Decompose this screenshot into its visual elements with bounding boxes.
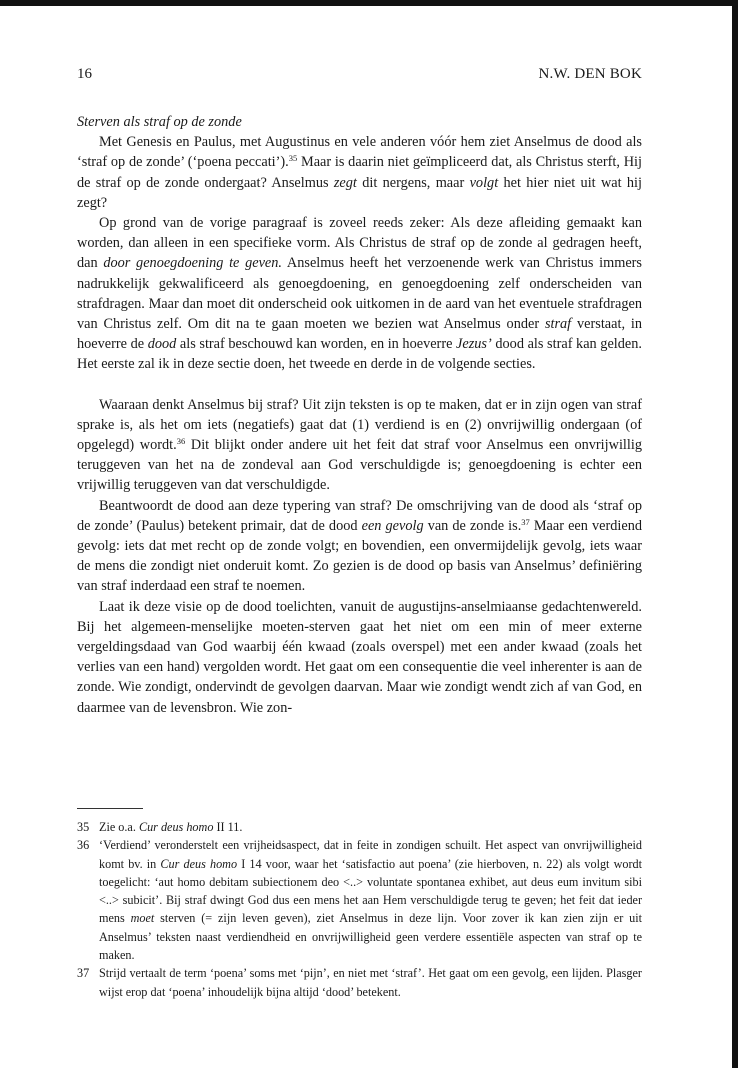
text-run: dood als straf kan gelden. Het eerste zal ik in deze sectie doen, het tweede en derde in de volgende secties. [77,336,642,373]
text-run: als straf beschouwd kan worden, en in hoeverre [176,336,457,353]
text-run: verstaat, in hoeverre de [77,316,642,353]
emphasis: Cur deus homo [160,856,238,871]
text-run: Op grond van de vorige paragraaf is zoveel reeds zeker: Als deze afleiding gemaakt kan worden, dan alleen in een specifieke vorm. Als Christus de straf op de zonde al gedragen heeft, dan [77,215,642,272]
footnote-37 [77,964,642,1001]
text-run: dit nergens, maar [356,174,470,191]
text-run: I 14 voor, waar het ‘satisfactio aut poena’ (zie hierboven, n. 22) als volgt wordt toegelicht: ‘aut homo debitam subiectionem deo <..> voluntate spontanea exhibet, aut deus eum invitum sibi <..> subicit’. Bij straf dwingt God dus een mens het aan Hem verschuldigde terug te geven; het feit dat ieder mens [99,856,643,926]
emphasis: door genoegdoening te geven. [103,255,283,272]
emphasis: dood [147,336,177,353]
footnote-36 [77,836,642,964]
text-run: Maar is daarin niet geïmpliceerd dat, als Christus sterft, Hij de straf op de zonde ondergaat? Anselmus [77,154,642,191]
emphasis: Cur deus homo [138,820,214,834]
text-run: Maar een verdiend gevolg: iets dat met recht op de zonde volgt; en bovendien, een onvermijdelijk gevolg, iets waar de mens die zondigt niet onderuit komt. Zo gezien is de dood op basis van Anselmus’ definiëring van straf inderdaad een straf te noemen. [77,517,643,595]
page-border-right [732,0,738,1068]
text-run: Beantwoordt de dood aan deze typering van straf? De omschrijving van de dood als ‘straf op de zonde’ (Paulus) betekent primair, dat de dood [77,497,642,534]
page-border-top [0,0,738,6]
footnote-number: 35 [77,820,90,834]
running-header [77,66,642,88]
footnotes [77,818,642,1001]
paragraph-4 [77,496,642,597]
text-run: Met Genesis en Paulus, met Augustinus en vele anderen vóór hem ziet Anselmus de dood als ‘straf op de zonde’ (‘poena peccati’). [77,134,642,171]
footnote-separator [77,808,143,809]
paragraph-3 [77,395,642,496]
page-number: 16 [77,66,92,82]
footnote-number: 37 [77,966,90,981]
text-run: Zie o.a. [99,820,139,834]
emphasis: straf [544,316,572,333]
text-run: Laat ik deze visie op de dood toelichten, vanuit de augustijns-anselmiaanse gedachtenwereld. Bij het algemeen-menselijke moeten-sterven gaat het niet om een min of meer externe vergeldingsdaad van God waarbij één kwaad (zoals overspel) met een ander kwaad (zoals het verlies van een hand) vergolden wordt. Het gaat om een consequentie die veel inherenter is aan de zonde. Wie zondigt, ondervindt de gevolgen daarvan. Maar wie zondigt wendt zich af van God, en daarmee van de levensbron. Wie zon- [77,598,642,716]
text-run: ‘Verdiend’ veronderstelt een vrijheidsaspect, dat in feite in zondigen schuilt. Het aspect van onvrijwilligheid komt bv. in [99,838,642,871]
text-run: Strijd vertaalt de term ‘poena’ soms met ‘pijn’, en niet met ‘straf’. Het gaat om een gevolg, een lijden. Plasger wijst erop dat ‘poena’ inhoudelijk bijna altijd ‘dood’ betekent. [99,966,642,999]
text-run: het hier niet uit wat hij zegt? [77,174,642,211]
footnote-ref-35[interactable]: 35 [288,153,298,164]
section-title: Sterven als straf op de zonde [77,114,242,130]
main-text [77,112,642,718]
emphasis: Jezus’ [456,336,492,353]
footnote-ref-37[interactable]: 37 [521,516,530,527]
emphasis: een gevolg [361,517,424,534]
text-run: van de zonde is. [423,517,522,534]
text-run: II 11. [213,820,243,834]
emphasis: volgt [469,174,499,191]
text-run: Waaraan denkt Anselmus bij straf? Uit zijn teksten is op te maken, dat er in zijn ogen van straf sprake is, als het om iets (negatiefs) gaat dat (1) verdiend is en (2) onvrijwillig ondergaan (of opgelegd) wordt. [77,396,642,454]
text-run: sterven (= zijn leven geven), ziet Anselmus in deze lijn. Voor zover ik kan zien zijn er uit Anselmus’ teksten naast verdiendheid en onvrijwilligheid geen verdere essentiële aspecten van straf op te maken. [99,911,642,963]
footnote-ref-36[interactable]: 36 [176,436,186,447]
paragraph-1 [77,132,642,213]
paragraph-5 [77,597,642,718]
emphasis: zegt [333,174,357,191]
paragraph-2 [77,213,642,375]
footnote-number: 36 [77,838,90,853]
emphasis: moet [130,911,155,926]
running-head-author: N.W. DEN BOK [538,66,642,82]
footnote-35 [77,818,642,836]
text-run: Anselmus heeft het verzoenende werk van Christus immers nadrukkelijk gekwalificeerd als genoegdoening, en genoegdoening zelf onderscheiden van strafdragen. Maar dan moet dit onderscheid ook uitkomen in de aard van het eventuele strafdragen van Christus zelf. Om dit na te gaan moeten we bezien wat Anselmus onder [77,255,642,333]
text-run: Dit blijkt onder andere uit het feit dat straf voor Anselmus een onvrijwillig teruggeven van het na de zondeval aan God verschuldigde is; genoegdoening is echter een vrijwillig teruggeven van dat verschuldigde. [77,437,642,494]
